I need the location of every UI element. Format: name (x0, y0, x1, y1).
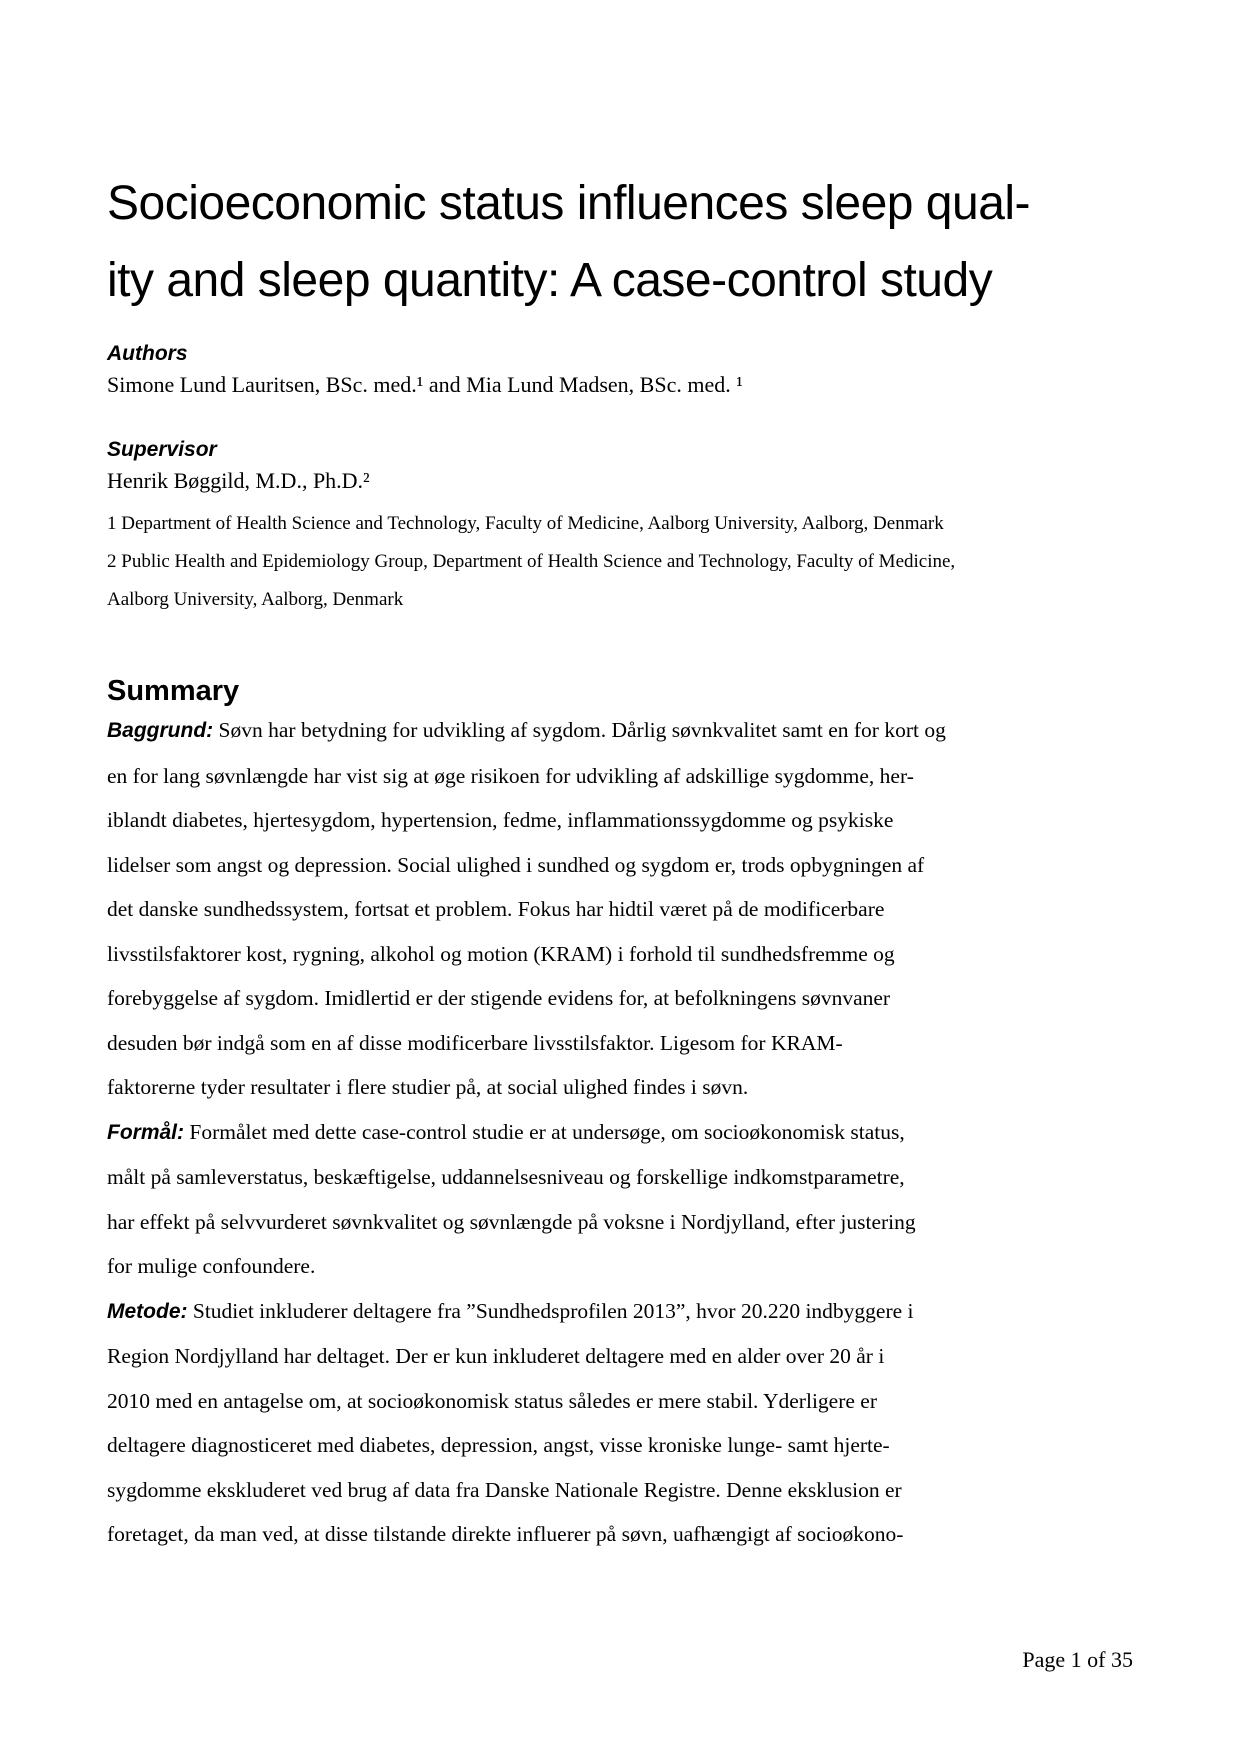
summary-line-text: det danske sundhedssystem, fortsat et problem. Fokus har hidtil været på de modificerbare (107, 897, 885, 921)
summary-line-text: deltagere diagnosticeret med diabetes, depression, angst, visse kroniske lunge- samt hjerte- (107, 1433, 890, 1457)
paper-title-line-1: Socioeconomic status influences sleep qual- (107, 177, 1031, 230)
summary-line (107, 798, 1133, 843)
paper-title (107, 165, 1133, 319)
summary-line (107, 887, 1133, 932)
summary-line-text: Søvn har betydning for udvikling af sygdom. Dårlig søvnkvalitet samt en for kort og (213, 718, 946, 742)
summary-line (107, 1512, 1133, 1557)
paragraph-label-baggrund: Baggrund: (107, 719, 214, 742)
summary-line (107, 932, 1133, 977)
affiliation-2: 2 Public Health and Epidemiology Group, Department of Health Science and Technology, Faculty of Medicine, (107, 551, 956, 572)
page-content (0, 165, 1240, 1557)
summary-line (107, 843, 1133, 888)
summary-line (107, 1289, 1133, 1335)
authors-heading: Authors (107, 342, 188, 365)
summary-line (107, 1021, 1133, 1066)
supervisor-heading: Supervisor (107, 438, 217, 461)
affiliation-2-continued: Aalborg University, Aalborg, Denmark (107, 589, 404, 610)
summary-line (107, 1155, 1133, 1200)
summary-line-text: har effekt på selvvurderet søvnkvalitet og søvnlængde på voksne i Nordjylland, efter justering (107, 1209, 916, 1234)
summary-line-text: faktorerne tyder resultater i flere studier på, at social ulighed findes i søvn. (107, 1075, 749, 1099)
summary-line (107, 1244, 1133, 1289)
summary-line-text: Studiet inkluderer deltagere fra ”Sundhedsprofilen 2013”, hvor 20.220 indbyggere i (187, 1298, 914, 1323)
summary-line-text: desuden bør indgå som en af disse modificerbare livsstilsfaktor. Ligesom for KRAM- (107, 1030, 843, 1055)
summary-line (107, 1379, 1133, 1424)
summary-line-text: forebyggelse af sygdom. Imidlertid er der stigende evidens for, at befolkningens søvnvaner (107, 986, 891, 1010)
summary-line-text: foretaget, da man ved, at disse tilstande direkte influerer på søvn, uafhængigt af socioøkono- (107, 1522, 904, 1546)
summary-line (107, 1423, 1133, 1468)
summary-line-text: 2010 med en antagelse om, at socioøkonomisk status således er mere stabil. Yderligere er (107, 1388, 877, 1413)
summary-line-text: en for lang søvnlængde har vist sig at øge risikoen for udvikling af adskillige sygdomme, her- (107, 763, 914, 788)
summary-line (107, 976, 1133, 1021)
summary-line-text: lidelser som angst og depression. Social ulighed i sundhed og sygdom er, trods opbygningen af (107, 852, 925, 877)
summary-line (107, 1200, 1133, 1245)
summary-line-text: Formålet med dette case-control studie er at undersøge, om socioøkonomisk status, (184, 1119, 905, 1144)
summary-line (107, 1468, 1133, 1513)
summary-body (107, 708, 1133, 1557)
affiliation-1: 1 Department of Health Science and Technology, Faculty of Medicine, Aalborg University, Aalborg, Denmark (107, 513, 944, 534)
paper-title-line-2: ity and sleep quantity: A case-control study (107, 254, 993, 307)
summary-line (107, 754, 1133, 799)
summary-line-text: livsstilsfaktorer kost, rygning, alkohol og motion (KRAM) i forhold til sundhedsfremme og (107, 941, 895, 966)
summary-line (107, 708, 1133, 754)
summary-heading: Summary (107, 675, 240, 707)
summary-line-text: sygdomme ekskluderet ved brug af data fra Danske Nationale Registre. Denne eksklusion er (107, 1477, 902, 1502)
summary-line (107, 1065, 1133, 1110)
summary-line (107, 1334, 1133, 1379)
summary-line-text: iblandt diabetes, hjertesygdom, hypertension, fedme, inflammationssygdomme og psykiske (107, 808, 894, 832)
affiliations (107, 505, 1133, 619)
paragraph-label-metode: Metode: (107, 1299, 188, 1323)
paragraph-label-formal: Formål: (107, 1120, 185, 1144)
summary-line (107, 1110, 1133, 1156)
summary-line-text: Region Nordjylland har deltaget. Der er kun inkluderet deltagere med en alder over 20 år i (107, 1344, 885, 1368)
summary-line-text: for mulige confoundere. (107, 1254, 316, 1278)
supervisor-name: Henrik Bøggild, M.D., Ph.D.² (107, 468, 370, 493)
page-number: Page 1 of 35 (1022, 1647, 1133, 1672)
author-names: Simone Lund Lauritsen, BSc. med.¹ and Mia Lund Madsen, BSc. med. ¹ (107, 372, 743, 397)
summary-line-text: målt på samleverstatus, beskæftigelse, uddannelsesniveau og forskellige indkomstparametre, (107, 1165, 905, 1189)
